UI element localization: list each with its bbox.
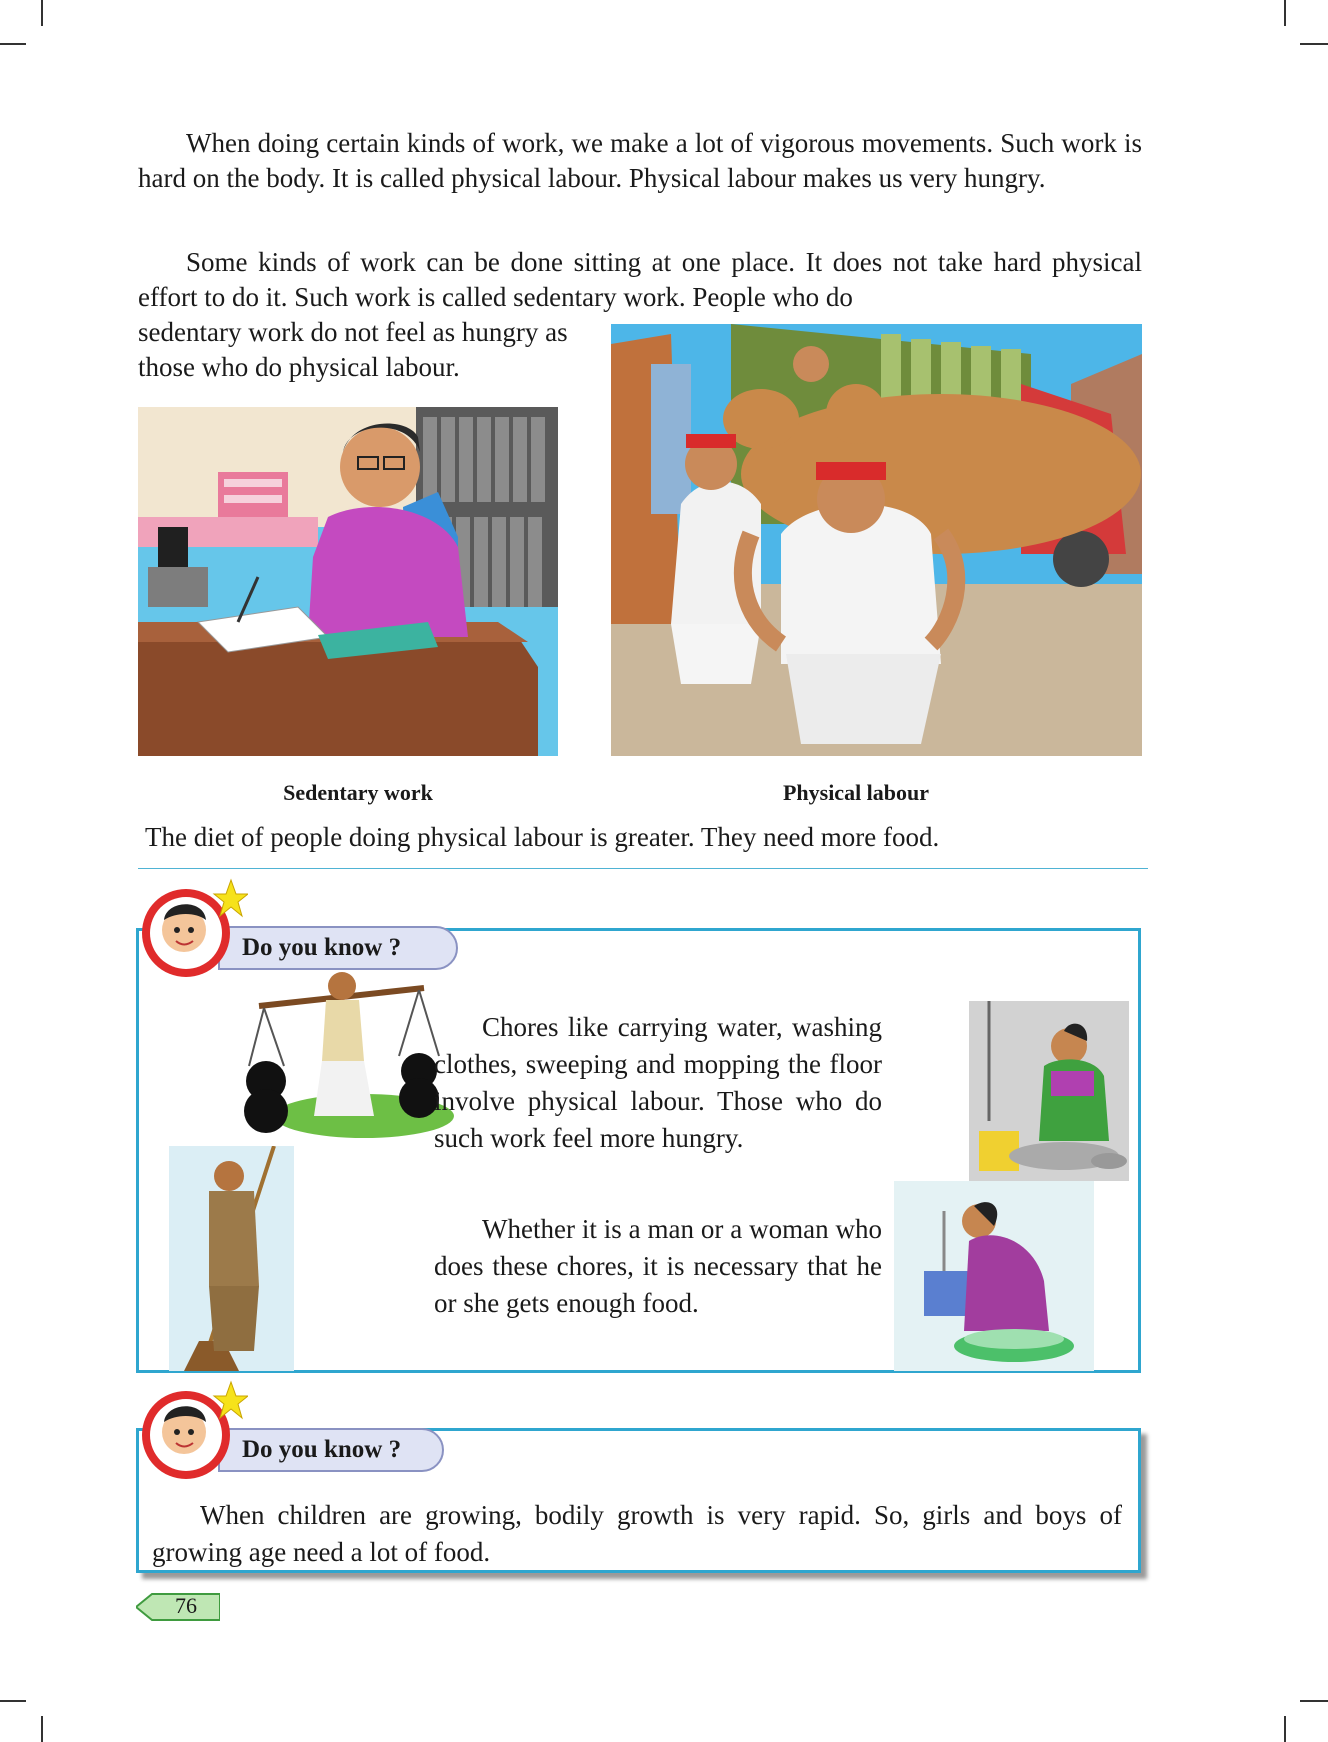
crop-mark — [1300, 43, 1328, 45]
paragraph-sedentary: Some kinds of work can be done sitting at one place. It does not take hard physical effort to do it. Such work is called sedentary work. People who do — [138, 247, 1142, 312]
boy-mascot-icon — [136, 1380, 248, 1480]
paragraph-physical-labour: When doing certain kinds of work, we make a lot of vigorous movements. Such work is hard on the body. It is called physical labour. Physical labour makes us very hungry. — [138, 128, 1142, 193]
sedentary-work-caption: Sedentary work — [283, 780, 433, 805]
water-carrier-illustration — [234, 966, 454, 1141]
crop-mark — [1284, 0, 1286, 26]
crop-mark — [1284, 1716, 1286, 1742]
growth-paragraph: When children are growing, bodily growth is very rapid. So, girls and boys of growing age need a lot of food. — [152, 1500, 1122, 1567]
crop-mark — [41, 1716, 43, 1742]
chores-food-paragraph: Whether it is a man or a woman who does these chores, it is necessary that he or she gets enough food. — [434, 1214, 882, 1318]
crop-mark — [0, 1700, 26, 1702]
paragraph-sedentary-continued: sedentary work do not feel as hungry as those who do physical labour. — [138, 317, 568, 382]
page-number: 76 — [175, 1593, 197, 1618]
physical-labour-illustration — [611, 324, 1142, 756]
chores-paragraph: Chores like carrying water, washing clothes, sweeping and mopping the floor involve physical labour. Those who do such work feel more hungry. — [434, 1012, 882, 1153]
crop-mark — [41, 0, 43, 26]
do-you-know-heading: Do you know ? — [218, 926, 458, 970]
divider-line — [138, 868, 1148, 869]
woman-washing-dishes-illustration — [969, 1001, 1129, 1181]
do-you-know-heading-growth: Do you know ? — [218, 1428, 444, 1472]
do-you-know-box — [136, 928, 1141, 1373]
crop-mark — [1300, 1700, 1328, 1702]
physical-labour-caption: Physical labour — [782, 780, 930, 805]
crop-mark — [0, 43, 26, 45]
sedentary-work-illustration — [138, 407, 558, 756]
paragraph-diet: The diet of people doing physical labour is greater. They need more food. — [145, 822, 940, 852]
sweeper-illustration — [169, 1146, 294, 1371]
woman-washing-clothes-illustration — [894, 1181, 1094, 1371]
boy-mascot-icon — [136, 878, 248, 978]
